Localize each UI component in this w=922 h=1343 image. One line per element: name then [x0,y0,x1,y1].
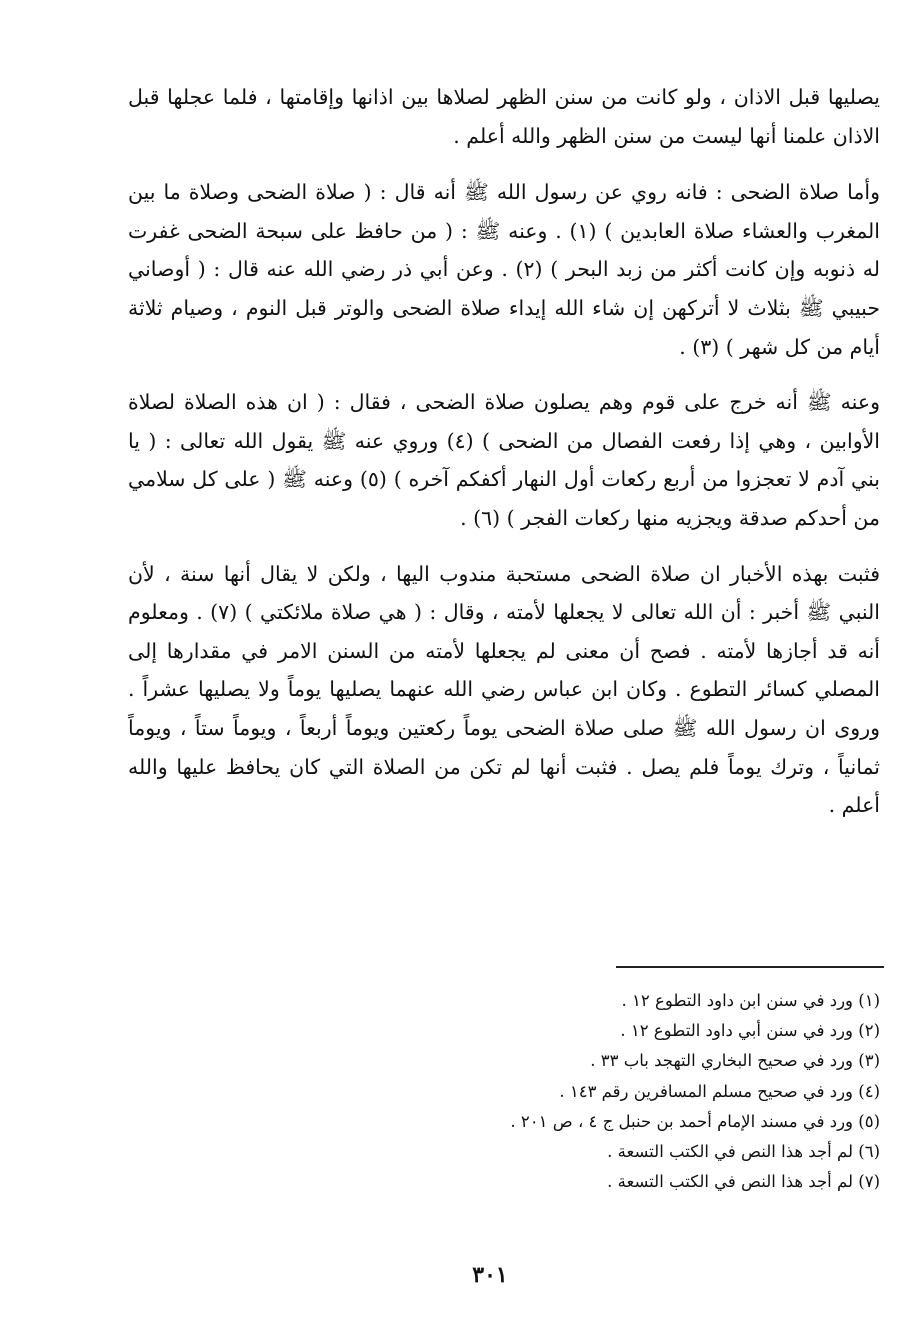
paragraph-2: وأما صلاة الضحى : فانه روي عن رسول الله ﷺ أنه قال : ( صلاة الضحى وصلاة ما بين المغرب والعشاء صلاة العابدين ) (١) . وعنه ﷺ : ( من حافظ على سبحة الضحى غفرت له ذنوبه وإن كانت أكثر من زبد البحر ) (٢) . وعن أبي ذر رضي الله عنه قال : ( أوصاني حبيبي ﷺ بثلاث لا أتركهن إن شاء الله إيداء صلاة الضحى والوتر قبل النوم ، وصيام ثلاثة أيام من كل شهر ) (٣) . [128,180,880,359]
footnote-6: (٦) لم أجد هذا النص في الكتب التسعة . [607,1142,880,1162]
footnote-5: (٥) ورد في مسند الإمام أحمد بن حنبل ج ٤ ، ص ٢٠١ . [510,1111,880,1131]
main-text [128,78,880,842]
paragraph-3: وعنه ﷺ أنه خرج على قوم وهم يصلون صلاة الضحى ، فقال : ( ان هذه الصلاة لصلاة الأوابين ، وهي إذا رفعت الفصال من الضحى ) (٤) وروي عنه ﷺ يقول الله تعالى : ( يا بني آدم لا تعجزوا من أربع ركعات أول النهار أكفكم آخره ) (٥) وعنه ﷺ ( على كل سلامي من أحدكم صدقة ويجزيه منها ركعات الفجر ) (٦) . [128,390,880,530]
footnote-separator [616,966,884,968]
page-number: ٣٠١ [472,1262,508,1288]
footnote-3: (٣) ورد في صحيح البخاري التهجد باب ٣٣ . [590,1051,880,1071]
footnotes [380,986,880,1197]
paragraph-1: يصليها قبل الاذان ، ولو كانت من سنن الظهر لصلاها بين اذانها وإقامتها ، فلما عجلها قبل الاذان علمنا أنها ليست من سنن الظهر والله أعلم . [128,85,880,148]
footnote-4: (٤) ورد في صحيح مسلم المسافرين رقم ١٤٣ . [559,1081,880,1101]
footnote-2: (٢) ورد في سنن أبي داود التطوع ١٢ . [620,1021,880,1041]
footnote-1: (١) ورد في سنن ابن داود التطوع ١٢ . [621,991,880,1010]
footnote-7: (٧) لم أجد هذا النص في الكتب التسعة . [607,1172,880,1192]
paragraph-4: فثبت بهذه الأخبار ان صلاة الضحى مستحبة مندوب اليها ، ولكن لا يقال أنها سنة ، لأن النبي ﷺ أخبر : أن الله تعالى لا يجعلها لأمته ، وقال : ( هي صلاة ملائكتي ) (٧) . ومعلوم أنه قد أجازها لأمته . فصح أن معنى لم يجعلها لأمته من السنن الامر في مقدارها إلى المصلي كسائر التطوع . وكان ابن عباس رضي الله عنهما يصليها يوماً ولا يصليها عشراً . وروى ان رسول الله ﷺ صلى صلاة الضحى يوماً ركعتين ويوماً أربعاً ، ويوماً ستاً ، ويوماً ثمانياً ، وترك يوماً فلم يصل . فثبت أنها لم تكن من الصلاة التي كان يحافظ عليها والله أعلم . [128,561,881,818]
